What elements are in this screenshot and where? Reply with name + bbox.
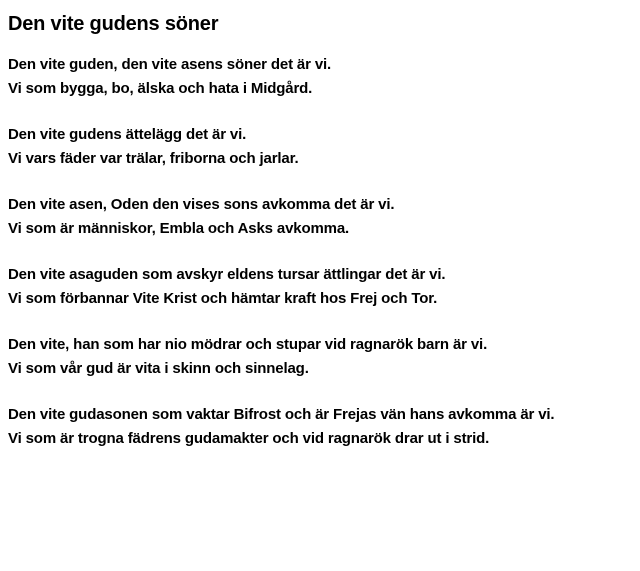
page-title: Den vite gudens söner — [8, 13, 219, 35]
poem-line: Den vite, han som har nio mödrar och stupar vid ragnarök barn är vi. — [8, 336, 488, 353]
stanza — [8, 333, 632, 380]
stanza — [8, 53, 632, 100]
stanza — [8, 193, 632, 240]
poem-line: Den vite asen, Oden den vises sons avkomma det är vi. — [8, 196, 395, 213]
poem-line: Den vite asaguden som avskyr eldens tursar ättlingar det är vi. — [8, 266, 446, 283]
stanza — [8, 403, 632, 450]
poem-line: Vi som är trogna fädrens gudamakter och vid ragnarök drar ut i strid. — [8, 429, 490, 447]
poem-line: Vi som är människor, Embla och Asks avkomma. — [8, 219, 350, 237]
poem-line: Den vite gudasonen som vaktar Bifrost och är Frejas vän hans avkomma är vi. — [8, 406, 555, 423]
poem-line: Vi vars fäder var trälar, friborna och jarlar. — [8, 149, 299, 167]
poem-line: Den vite guden, den vite asens söner det är vi. — [8, 56, 332, 73]
poem-line: Den vite gudens ättelägg det är vi. — [8, 126, 247, 143]
poem-line: Vi som förbannar Vite Krist och hämtar kraft hos Frej och Tor. — [8, 289, 438, 307]
poem-line: Vi som bygga, bo, älska och hata i Midgård. — [8, 79, 313, 97]
stanza — [8, 123, 632, 170]
stanza — [8, 263, 632, 310]
poem-line: Vi som vår gud är vita i skinn och sinnelag. — [8, 359, 309, 377]
